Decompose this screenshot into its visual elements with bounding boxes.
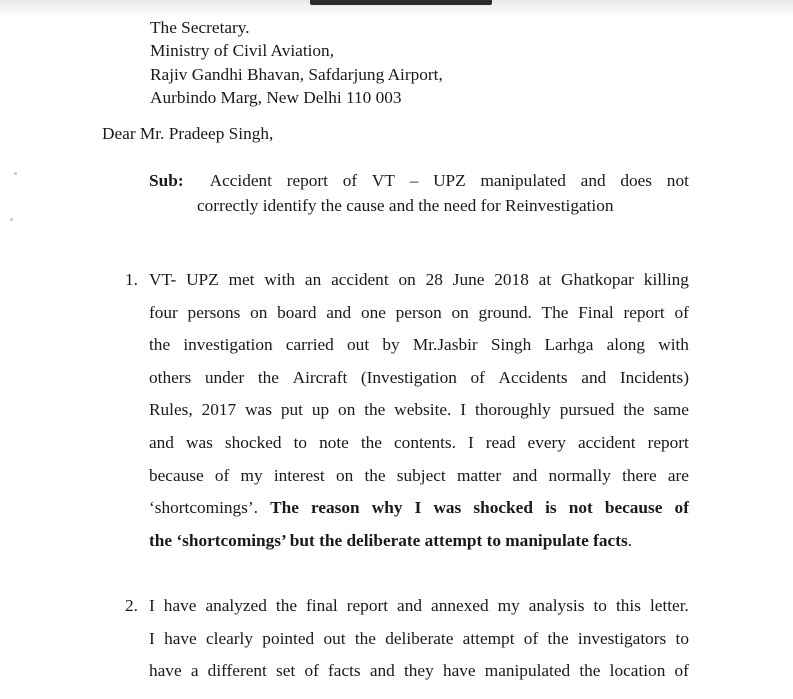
address-line: Rajiv Gandhi Bhavan, Safdarjung Airport, <box>150 64 443 84</box>
word: I <box>149 596 155 615</box>
word: Incidents) <box>619 367 689 387</box>
word: killing <box>643 270 689 289</box>
word: The <box>541 302 569 322</box>
word: every <box>527 432 566 452</box>
word: does <box>620 171 653 190</box>
word: carried <box>285 335 334 355</box>
word: UPZ <box>433 171 466 190</box>
word: report <box>346 596 389 615</box>
word: one <box>360 302 386 322</box>
word: 28 <box>425 270 443 289</box>
word: thoroughly <box>474 400 551 420</box>
word: shocked <box>224 432 282 452</box>
word: ground. <box>478 302 532 322</box>
word: the <box>364 400 386 420</box>
word: out <box>323 628 346 648</box>
word: facts <box>328 661 361 681</box>
scan-speck <box>14 172 17 175</box>
word: Final <box>578 302 614 322</box>
word: deliberate <box>385 628 454 648</box>
word: have <box>163 596 197 615</box>
bold-word: reason <box>310 498 360 518</box>
word: the <box>354 628 376 648</box>
word: not <box>666 171 689 190</box>
word: an <box>304 270 322 289</box>
text-line <box>149 590 689 623</box>
word: accident <box>331 270 389 289</box>
bold-word: of <box>674 498 689 518</box>
text-line <box>149 655 689 688</box>
bold-word: shocked <box>473 498 533 518</box>
paragraph-number: 1. <box>125 270 138 289</box>
word: my <box>240 465 263 485</box>
word: have <box>442 661 476 681</box>
word: along <box>606 335 645 355</box>
subject-label: Sub: <box>149 171 184 190</box>
word: on <box>335 465 354 485</box>
bold-word: is <box>545 498 557 518</box>
word: met <box>228 270 255 289</box>
word: the <box>364 465 386 485</box>
word: clearly <box>205 628 253 648</box>
subject-line-1 <box>149 169 689 194</box>
word: on <box>398 270 416 289</box>
word: Rules, <box>149 400 193 420</box>
bold-phrase: the ‘shortcomings’ but the deliberate attempt to manipulate facts <box>149 530 628 550</box>
word: of <box>304 661 319 681</box>
word: on <box>338 400 356 420</box>
bold-word: was <box>433 498 462 518</box>
word: to <box>293 432 308 452</box>
subject-text <box>210 169 689 194</box>
word: normally <box>548 465 611 485</box>
word: set <box>276 661 296 681</box>
word: Ghatkopar <box>561 270 634 289</box>
word: same <box>653 400 689 420</box>
word: Aircraft <box>292 367 348 387</box>
word: pursued <box>559 400 615 420</box>
word: contents. <box>394 432 456 452</box>
word: different <box>207 661 267 681</box>
text-line-last <box>149 525 689 558</box>
word: matter <box>456 465 502 485</box>
word: analysis <box>528 596 585 615</box>
word: with <box>658 335 689 355</box>
word: location <box>609 661 666 681</box>
word: and <box>369 661 395 681</box>
word: report <box>623 302 665 322</box>
word: 2017 <box>201 400 237 420</box>
word: Accident <box>209 171 272 190</box>
word: 2018 <box>494 270 529 289</box>
subject-line-2: correctly identify the cause and the need for Reinvestigation <box>197 195 614 215</box>
bold-word: why <box>371 498 403 518</box>
word: of <box>342 171 358 190</box>
word: at <box>538 270 552 289</box>
word: was <box>185 432 213 452</box>
word: of <box>674 302 689 322</box>
word: of <box>214 465 230 485</box>
word: out <box>347 335 370 355</box>
word: persons <box>187 302 241 322</box>
word: Mr.Jasbir <box>412 335 478 355</box>
viewer-top-tab <box>310 0 492 5</box>
word: the <box>257 367 279 387</box>
text-line <box>149 362 689 395</box>
word: VT- <box>149 270 177 289</box>
text-line <box>149 297 689 330</box>
word: website. <box>394 400 452 420</box>
word: have <box>149 661 182 681</box>
word: to <box>675 628 689 648</box>
word: read <box>485 432 516 452</box>
word: by <box>382 335 400 355</box>
paragraph-body <box>149 590 689 688</box>
paragraph-body <box>149 264 689 557</box>
word: (Investigation <box>360 367 457 387</box>
word: attempt <box>462 628 515 648</box>
word: the <box>149 335 171 355</box>
text-line <box>149 394 689 427</box>
word: there <box>622 465 657 485</box>
word: others <box>149 367 192 387</box>
word: Larhga <box>544 335 594 355</box>
word: they <box>403 661 434 681</box>
text-line <box>149 427 689 460</box>
word: are <box>667 465 689 485</box>
word: and <box>149 432 174 452</box>
text-line <box>149 264 689 297</box>
word: I <box>467 432 474 452</box>
text-line <box>149 460 689 493</box>
word: board <box>277 302 317 322</box>
word: the <box>623 400 645 420</box>
word: the <box>275 596 298 615</box>
word: of <box>674 661 689 681</box>
recipient-address <box>150 16 443 109</box>
word: UPZ <box>186 270 219 289</box>
word: the <box>579 661 601 681</box>
word: up <box>311 400 330 420</box>
word: and <box>581 367 607 387</box>
paragraph-number: 2. <box>125 596 138 615</box>
bold-word: The <box>270 498 299 518</box>
word: report <box>286 171 328 190</box>
word: June <box>452 270 485 289</box>
text-line <box>149 623 689 656</box>
word: I <box>460 400 467 420</box>
bold-word: because <box>604 498 663 518</box>
scan-speck <box>10 218 13 221</box>
word: on <box>250 302 268 322</box>
bold-word: I <box>414 498 422 518</box>
word: accident <box>577 432 636 452</box>
word: have <box>164 628 197 648</box>
word: with <box>264 270 296 289</box>
word: annexed <box>431 596 489 615</box>
address-line: Aurbindo Marg, New Delhi 110 003 <box>150 87 402 107</box>
subject-block <box>149 169 689 218</box>
word: of <box>523 628 539 648</box>
word: VT <box>371 171 395 190</box>
word: and <box>326 302 352 322</box>
word: to <box>593 596 607 615</box>
word: I <box>149 628 155 648</box>
word: put <box>280 400 303 420</box>
word: analyzed <box>205 596 267 615</box>
word: manipulated <box>484 661 571 681</box>
word: – <box>409 171 419 190</box>
word: and <box>397 596 422 615</box>
word: four <box>149 302 178 322</box>
bold-word: not <box>568 498 593 518</box>
word: pointed <box>262 628 315 648</box>
address-line: Ministry of Civil Aviation, <box>150 41 335 61</box>
word: final <box>306 596 338 615</box>
punctuation: . <box>627 530 633 550</box>
word: the <box>547 628 569 648</box>
word: this <box>615 596 641 615</box>
word: under <box>204 367 245 387</box>
word: manipulated <box>480 171 566 190</box>
salutation: Dear Mr. Pradeep Singh, <box>102 124 274 143</box>
word: investigators <box>577 628 667 648</box>
word: note <box>319 432 349 452</box>
word: the <box>360 432 382 452</box>
word: person <box>395 302 442 322</box>
address-line: The Secretary. <box>150 18 250 37</box>
word: was <box>245 400 272 420</box>
word: interest <box>273 465 325 485</box>
word: letter. <box>649 596 689 615</box>
word: Accidents <box>498 367 568 387</box>
word: on <box>451 302 469 322</box>
word: subject <box>396 465 446 485</box>
text-line-emphasis <box>149 492 689 525</box>
text-line <box>149 329 689 362</box>
word: ‘shortcomings’. <box>149 498 258 518</box>
word: a <box>190 661 199 681</box>
word: because <box>149 465 204 485</box>
word: Singh <box>490 335 532 355</box>
word: and <box>580 171 606 190</box>
word: and <box>512 465 538 485</box>
word: my <box>497 596 520 615</box>
word: investigation <box>183 335 273 355</box>
word: of <box>470 367 485 387</box>
word: report <box>647 432 689 452</box>
